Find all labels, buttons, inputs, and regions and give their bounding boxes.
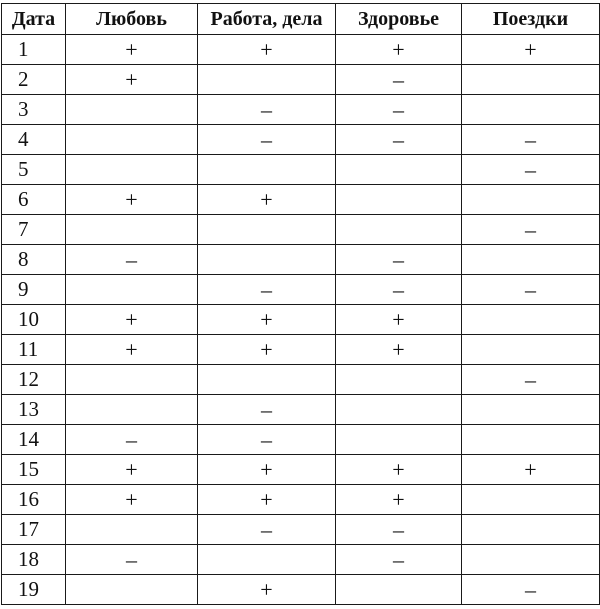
header-date: Дата xyxy=(2,4,66,35)
table-row xyxy=(2,305,600,335)
cell-date: 10 xyxy=(2,305,66,335)
cell-date: 4 xyxy=(2,125,66,155)
cell-work xyxy=(198,365,336,395)
cell-trips xyxy=(462,245,600,275)
cell-date: 9 xyxy=(2,275,66,305)
cell-date: 14 xyxy=(2,425,66,455)
table-row xyxy=(2,335,600,365)
cell-date: 5 xyxy=(2,155,66,185)
cell-love xyxy=(66,515,198,545)
cell-trips xyxy=(462,485,600,515)
cell-love: – xyxy=(66,545,198,575)
cell-work: + xyxy=(198,35,336,65)
header-health: Здоровье xyxy=(336,4,462,35)
cell-trips xyxy=(462,425,600,455)
cell-date: 17 xyxy=(2,515,66,545)
cell-love: + xyxy=(66,335,198,365)
table-row xyxy=(2,35,600,65)
table-row xyxy=(2,485,600,515)
cell-date: 19 xyxy=(2,575,66,605)
cell-health xyxy=(336,185,462,215)
cell-love: + xyxy=(66,455,198,485)
cell-health xyxy=(336,215,462,245)
table-row xyxy=(2,395,600,425)
cell-love xyxy=(66,125,198,155)
cell-trips xyxy=(462,545,600,575)
cell-work xyxy=(198,545,336,575)
cell-trips: + xyxy=(462,455,600,485)
cell-health: – xyxy=(336,95,462,125)
cell-trips xyxy=(462,95,600,125)
cell-work xyxy=(198,65,336,95)
cell-health: – xyxy=(336,245,462,275)
cell-health xyxy=(336,365,462,395)
cell-work xyxy=(198,245,336,275)
cell-trips: – xyxy=(462,215,600,245)
cell-trips xyxy=(462,335,600,365)
cell-work: – xyxy=(198,395,336,425)
cell-work: + xyxy=(198,575,336,605)
cell-love xyxy=(66,395,198,425)
cell-trips: + xyxy=(462,35,600,65)
cell-love: + xyxy=(66,485,198,515)
cell-health: + xyxy=(336,485,462,515)
cell-work: – xyxy=(198,275,336,305)
header-love: Любовь xyxy=(66,4,198,35)
cell-work: + xyxy=(198,455,336,485)
cell-love xyxy=(66,365,198,395)
cell-work xyxy=(198,215,336,245)
cell-love: – xyxy=(66,425,198,455)
cell-work: – xyxy=(198,95,336,125)
table-row xyxy=(2,425,600,455)
cell-work xyxy=(198,155,336,185)
cell-health xyxy=(336,425,462,455)
cell-love xyxy=(66,575,198,605)
cell-date: 15 xyxy=(2,455,66,485)
cell-trips: – xyxy=(462,125,600,155)
cell-trips xyxy=(462,185,600,215)
cell-love: + xyxy=(66,185,198,215)
cell-work: + xyxy=(198,305,336,335)
table-row xyxy=(2,215,600,245)
table-header xyxy=(2,4,600,35)
cell-date: 16 xyxy=(2,485,66,515)
cell-date: 11 xyxy=(2,335,66,365)
cell-health: + xyxy=(336,35,462,65)
table-row xyxy=(2,365,600,395)
table-row xyxy=(2,155,600,185)
cell-work: + xyxy=(198,335,336,365)
cell-trips: – xyxy=(462,365,600,395)
cell-health: – xyxy=(336,545,462,575)
cell-date: 12 xyxy=(2,365,66,395)
cell-love xyxy=(66,215,198,245)
cell-health xyxy=(336,395,462,425)
table-row xyxy=(2,575,600,605)
cell-date: 13 xyxy=(2,395,66,425)
table-body xyxy=(2,35,600,605)
cell-date: 3 xyxy=(2,95,66,125)
cell-work: + xyxy=(198,185,336,215)
cell-trips: – xyxy=(462,155,600,185)
cell-date: 8 xyxy=(2,245,66,275)
cell-work: – xyxy=(198,125,336,155)
header-row xyxy=(2,4,600,35)
cell-trips xyxy=(462,515,600,545)
table-row xyxy=(2,125,600,155)
cell-health xyxy=(336,155,462,185)
cell-love: – xyxy=(66,245,198,275)
cell-date: 2 xyxy=(2,65,66,95)
cell-date: 18 xyxy=(2,545,66,575)
forecast-table xyxy=(1,3,600,605)
table-row xyxy=(2,515,600,545)
cell-trips xyxy=(462,395,600,425)
cell-health: – xyxy=(336,275,462,305)
cell-health: + xyxy=(336,455,462,485)
table-row xyxy=(2,65,600,95)
cell-love: + xyxy=(66,35,198,65)
table-row xyxy=(2,275,600,305)
cell-love: + xyxy=(66,65,198,95)
cell-health: – xyxy=(336,125,462,155)
cell-work: – xyxy=(198,515,336,545)
cell-date: 6 xyxy=(2,185,66,215)
cell-work: + xyxy=(198,485,336,515)
cell-health: – xyxy=(336,65,462,95)
cell-health: + xyxy=(336,305,462,335)
cell-health: + xyxy=(336,335,462,365)
cell-love xyxy=(66,95,198,125)
cell-health xyxy=(336,575,462,605)
cell-love xyxy=(66,275,198,305)
header-work: Работа, дела xyxy=(198,4,336,35)
table-row xyxy=(2,545,600,575)
table-row xyxy=(2,185,600,215)
cell-love: + xyxy=(66,305,198,335)
header-trips: Поездки xyxy=(462,4,600,35)
cell-trips xyxy=(462,305,600,335)
table-row xyxy=(2,455,600,485)
cell-work: – xyxy=(198,425,336,455)
cell-trips: – xyxy=(462,575,600,605)
cell-love xyxy=(66,155,198,185)
table-row xyxy=(2,95,600,125)
cell-trips xyxy=(462,65,600,95)
cell-health: – xyxy=(336,515,462,545)
cell-date: 7 xyxy=(2,215,66,245)
cell-trips: – xyxy=(462,275,600,305)
table-row xyxy=(2,245,600,275)
cell-date: 1 xyxy=(2,35,66,65)
